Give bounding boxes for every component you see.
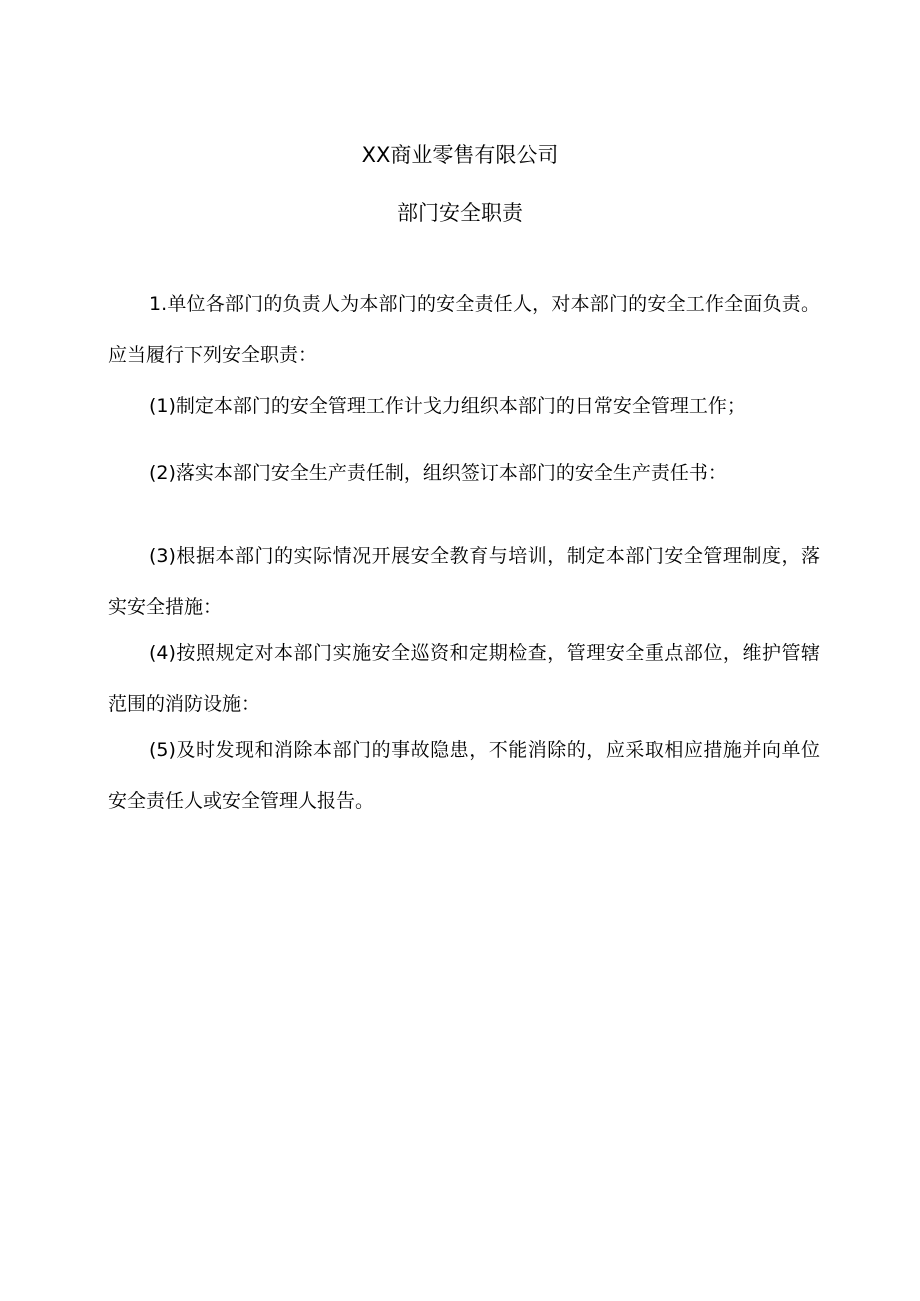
paragraph-item-4: (4)按照规定对本部门实施安全巡资和定期检查，管理安全重点部位，维护管辖范围的消防设施： (108, 642, 820, 715)
paragraph-item-1: (1)制定本部门的安全管理工作计戈力组织本部门的日常安全管理工作； (149, 395, 746, 417)
paragraph-item-5: (5)及时发现和消除本部门的事故隐患，不能消除的，应采取相应措施并向单位安全责任人或安全管理人报告。 (108, 739, 820, 812)
company-title: XX商业零售有限公司 (361, 143, 559, 167)
paragraph-intro: 1.单位各部门的负责人为本部门的安全责任人，对本部门的安全工作全面负责。应当履行下列安全职责： (108, 293, 820, 366)
paragraph-item-3: (3)根据本部门的实际情况开展安全教育与培训，制定本部门安全管理制度，落实安全措施： (108, 545, 820, 618)
paragraph-item-2: (2)落实本部门安全生产责任制，组织签订本部门的安全生产责任书： (149, 462, 727, 484)
document-title: 部门安全职责 (397, 201, 523, 225)
